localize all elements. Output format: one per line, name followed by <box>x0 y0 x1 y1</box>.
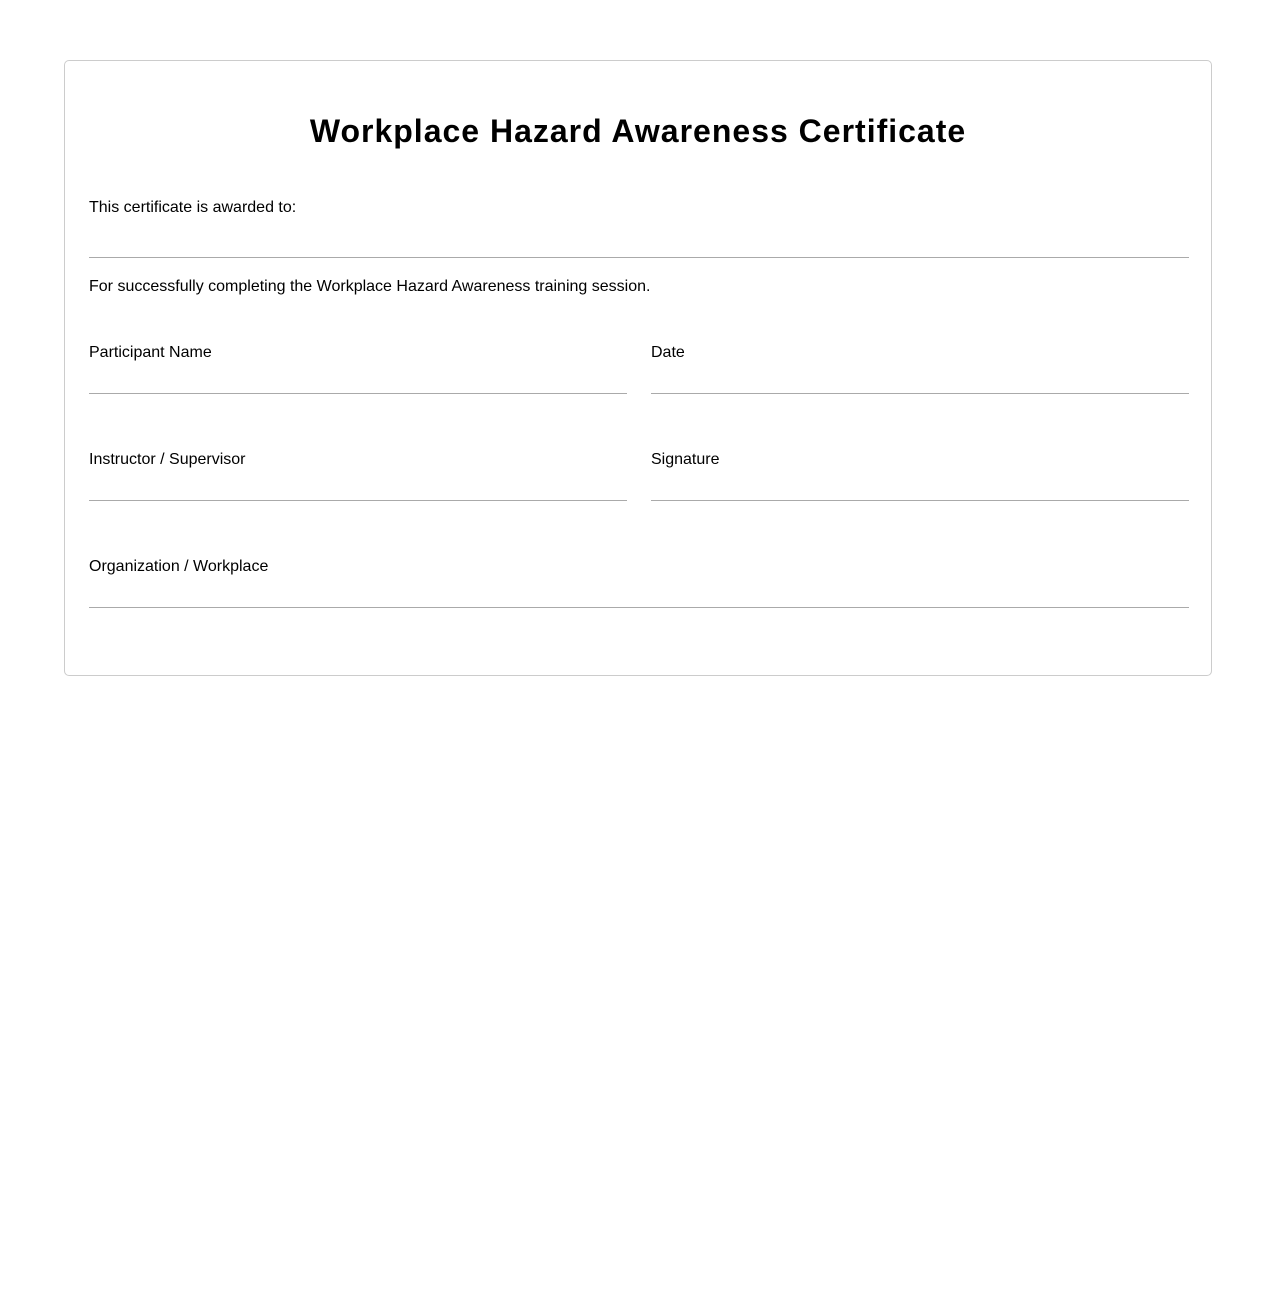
signature-line[interactable] <box>651 500 1189 501</box>
organization-workplace-line[interactable] <box>89 607 1189 608</box>
date-field <box>651 343 1189 363</box>
signature-field <box>651 450 1189 470</box>
instructor-supervisor-field <box>89 450 627 470</box>
date-line[interactable] <box>651 393 1189 394</box>
completion-statement: For successfully completing the Workplace Hazard Awareness training session. <box>89 278 651 295</box>
signature-label: Signature <box>651 451 720 468</box>
awarded-to-label: This certificate is awarded to: <box>89 199 297 216</box>
participant-name-line[interactable] <box>89 393 627 394</box>
instructor-supervisor-line[interactable] <box>89 500 627 501</box>
date-label: Date <box>651 344 685 361</box>
recipient-name-line[interactable] <box>89 257 1189 258</box>
instructor-supervisor-label: Instructor / Supervisor <box>89 451 246 468</box>
certificate-title: Workplace Hazard Awareness Certificate <box>309 113 967 149</box>
participant-name-label: Participant Name <box>89 344 212 361</box>
organization-workplace-label: Organization / Workplace <box>89 558 269 575</box>
certificate-card <box>64 60 1212 676</box>
participant-name-field <box>89 343 627 363</box>
organization-workplace-field <box>89 557 1189 577</box>
